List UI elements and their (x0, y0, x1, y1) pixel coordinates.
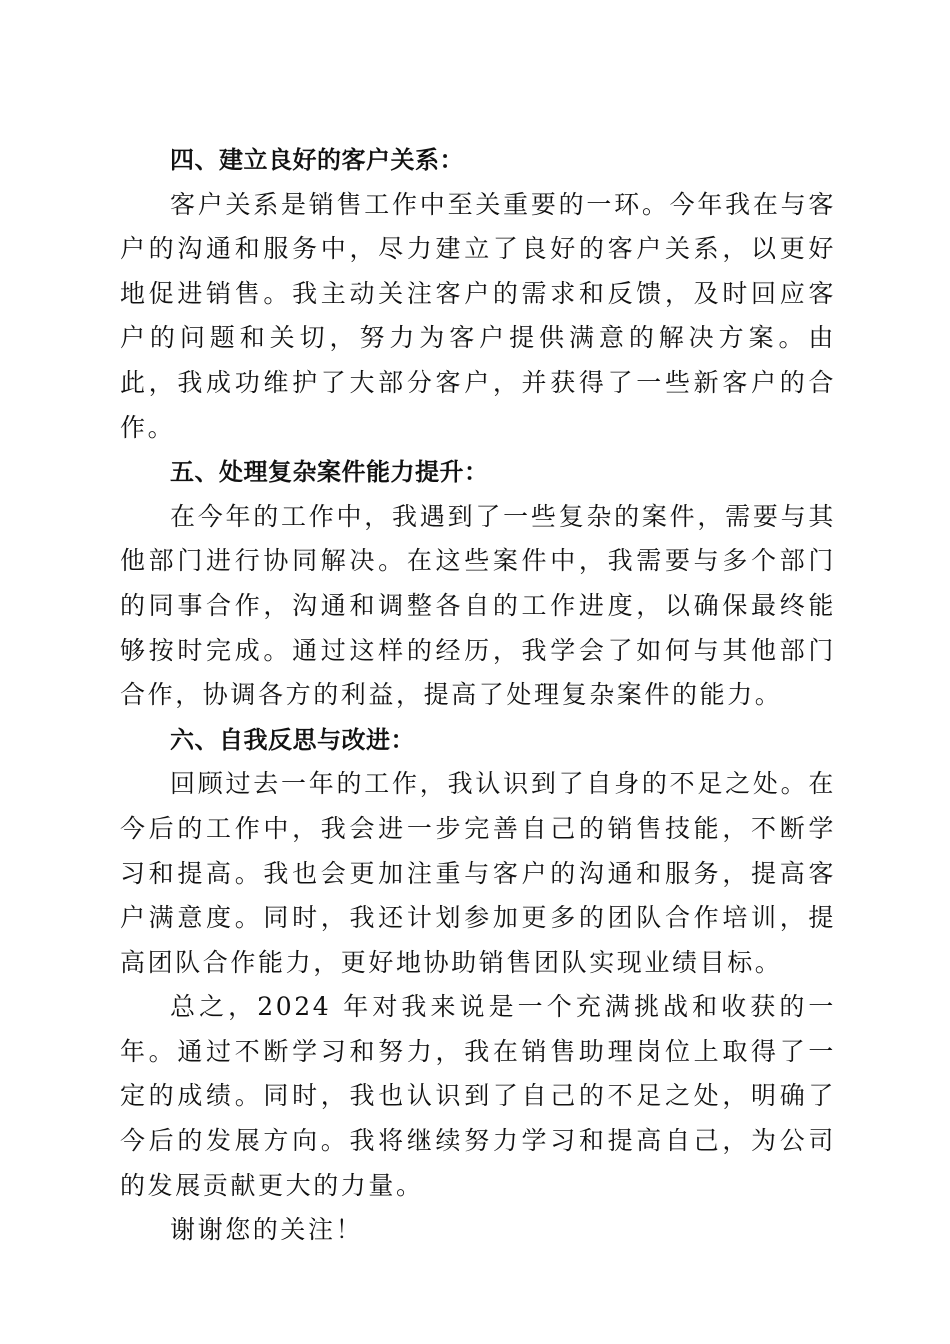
summary-paragraph: 总之，2024 年对我来说是一个充满挑战和收获的一年。通过不断学习和努力，我在销售助理岗位上取得了一定的成绩。同时，我也认识到了自己的不足之处，明确了今后的发展方向。我将继续努力学习和提高自己，为公司的发展贡献更大的力量。 (120, 992, 836, 1200)
section-heading-complex-cases: 五、处理复杂案件能力提升： (170, 458, 489, 487)
section-body-customer-relations: 客户关系是销售工作中至关重要的一环。今年我在与客户的沟通和服务中，尽力建立了良好的客户关系，以更好地促进销售。我主动关注客户的需求和反馈，及时回应客户的问题和关切，努力为客户提供满意的解决方案。由此，我成功维护了大部分客户，并获得了一些新客户的合作。 (120, 189, 836, 442)
section-heading-self-reflection: 六、自我反思与改进： (170, 725, 415, 754)
closing-line: 谢谢您的关注！ (170, 1215, 364, 1245)
section-heading-customer-relations: 四、建立良好的客户关系： (170, 146, 464, 174)
section-body-self-reflection: 回顾过去一年的工作，我认识到了自身的不足之处。在今后的工作中，我会进一步完善自己的销售技能，不断学习和提高。我也会更加注重与客户的沟通和服务，提高客户满意度。同时，我还计划参加更多的团队合作培训，提高团队合作能力，更好地协助销售团队实现业绩目标。 (120, 769, 836, 977)
document-page (120, 138, 836, 1253)
section-body-complex-cases: 在今年的工作中，我遇到了一些复杂的案件，需要与其他部门进行协同解决。在这些案件中，我需要与多个部门的同事合作，沟通和调整各自的工作进度，以确保最终能够按时完成。通过这样的经历，我学会了如何与其他部门合作，协调各方的利益，提高了处理复杂案件的能力。 (120, 501, 836, 710)
